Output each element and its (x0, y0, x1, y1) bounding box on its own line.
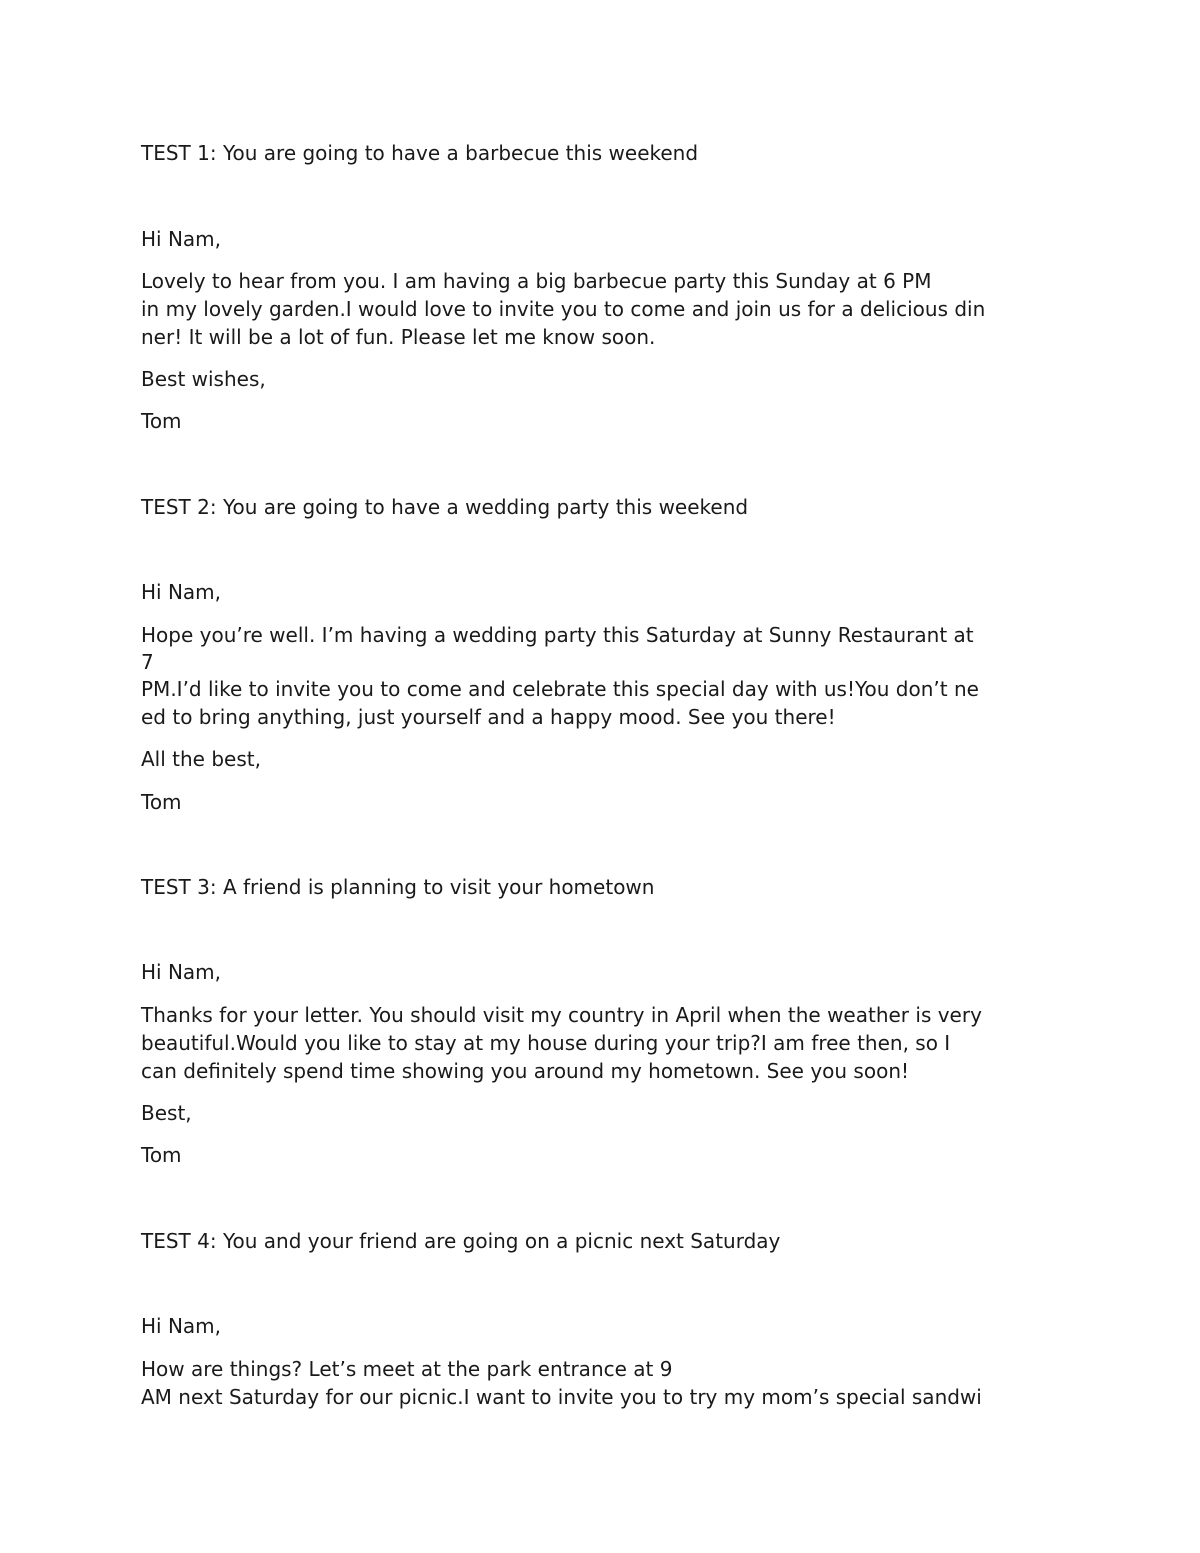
test-3-body-line-3: can definitely spend time showing you around my hometown. See you soon! (141, 1059, 910, 1083)
test-1-body-line-3: ner! It will be a lot of fun. Please let me know soon. (141, 325, 656, 349)
test-2-body-line-2: 7 (141, 650, 154, 674)
test-1-greeting: Hi Nam, (141, 227, 222, 251)
test-3-closing: Best, (141, 1101, 192, 1125)
test-1-signature: Tom (141, 409, 182, 433)
test-4-body-line-1: How are things? Let’s meet at the park entrance at 9 (141, 1357, 673, 1381)
test-1-closing: Best wishes, (141, 367, 266, 391)
test-2-body-line-3: PM.I’d like to invite you to come and celebrate this special day with us!You don’t ne (141, 677, 979, 701)
test-2-body-line-1: Hope you’re well. I’m having a wedding party this Saturday at Sunny Restaurant at (141, 623, 974, 647)
test-4-greeting: Hi Nam, (141, 1314, 222, 1338)
test-3-heading: TEST 3: A friend is planning to visit your hometown (141, 875, 655, 899)
test-3-body-line-2: beautiful.Would you like to stay at my house during your trip?I am free then, so I (141, 1031, 951, 1055)
test-2-heading: TEST 2: You are going to have a wedding party this weekend (141, 495, 749, 519)
test-1-body-line-1: Lovely to hear from you. I am having a big barbecue party this Sunday at 6 PM (141, 269, 932, 293)
test-1-body-line-2: in my lovely garden.I would love to invite you to come and join us for a delicious din (141, 297, 986, 321)
test-3-body-line-1: Thanks for your letter. You should visit my country in April when the weather is very (141, 1003, 982, 1027)
test-2-greeting: Hi Nam, (141, 580, 222, 604)
test-2-signature: Tom (141, 790, 182, 814)
test-4-body-line-2: AM next Saturday for our picnic.I want to invite you to try my mom’s special sandwi (141, 1385, 982, 1409)
test-3-greeting: Hi Nam, (141, 960, 222, 984)
test-2-closing: All the best, (141, 747, 261, 771)
test-1-heading: TEST 1: You are going to have a barbecue this weekend (141, 141, 699, 165)
test-2-body-line-4: ed to bring anything, just yourself and a happy mood. See you there! (141, 705, 836, 729)
test-3-signature: Tom (141, 1143, 182, 1167)
test-4-heading: TEST 4: You and your friend are going on a picnic next Saturday (141, 1229, 781, 1253)
